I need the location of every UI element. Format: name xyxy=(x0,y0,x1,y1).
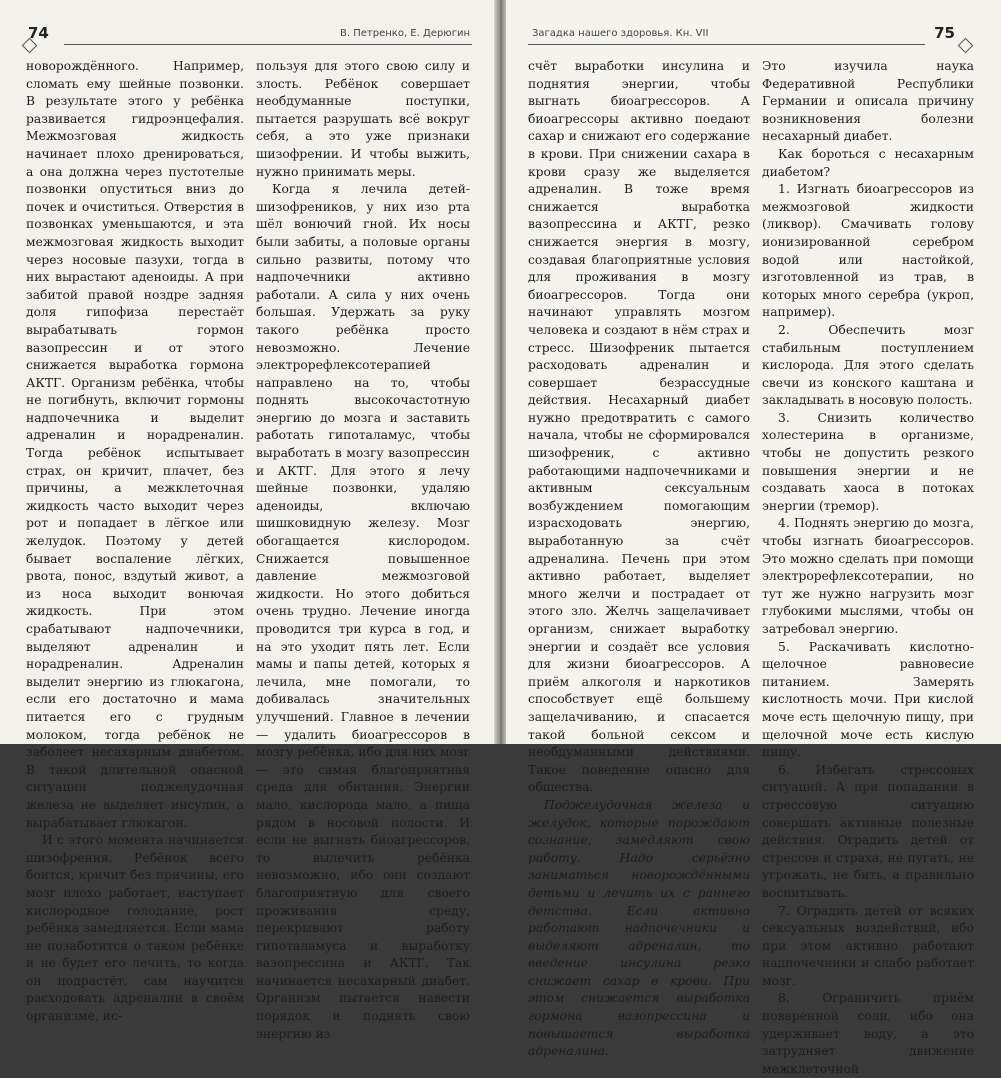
left-page xyxy=(0,0,496,1041)
left-page-column-1 xyxy=(26,58,244,1026)
right-page-header xyxy=(528,24,971,50)
paragraph: Это изучила наука Федеративной Республики Германии и описала причину возникновения болезни несахарный диабет. xyxy=(762,59,974,144)
paragraph: И с этого момента начинается шизофрения. Ребёнок всего боится, кричит без причины, его мозг плохо работает, наступает кислородное голодание, рост ребёнка замедляется. Если мама не позаботится о таком ребёнке и не будет его лечить, то когда он подрастёт, сам научится расходовать адреналин в своём организме, ис- xyxy=(26,833,244,1024)
diamond-ornament-icon xyxy=(958,38,974,54)
list-item: 4. Поднять энергию до мозга, чтобы изгнать биоагрессоров. Это можно сделать при помощи электрорефлексотерапии, но тут же нужно нагрузить мозг глубокими мыслями, чтобы он затребовал энергию. xyxy=(762,516,974,636)
list-item: 8. Ограничить приём поваренной соли, ибо она удерживает воду, а это затрудняет движение межклеточной xyxy=(762,991,974,1076)
right-page-column-2 xyxy=(762,58,974,1078)
list-item: 5. Раскачивать кислотно-щелочное равновесие питанием. Замерять кислотность мочи. При кислой моче есть щелочную пищу, при щелочной моче есть кислую пищу. xyxy=(762,639,974,760)
list-item: 3. Снизить количество холестерина в организме, чтобы не допустить резкого повышения энергии и не создавать хаоса в потоках энергии (тремор). xyxy=(762,410,974,513)
left-page-column-2 xyxy=(256,58,470,1043)
right-page-number: 75 xyxy=(934,24,955,42)
paragraph: новорождённого. Например, сломать ему шейные позвонки. В результате этого у ребёнка развивается гидроэнцефалия. Межмозговая жидкость начинает плохо дренироваться, а она должна через пустотелые позвонки опуститься вниз до почек и очиститься. Отверстия в позвонках уменьшаются, и эта межмозговая жидкость выходит через носовые пазухи, тогда в них вырастают аденоиды. А при забитой правой ноздре задняя доля гипофиза перестаёт вырабатывать гормон вазопрессин и от этого снижается выработка гормона АКТГ. Организм ребёнка, чтобы не погибнуть, включит гормоны надпочечника и выделит адреналин и норадреналин. Тогда ребёнок испытывает страх, он кричит, плачет, без причины, а межклеточная жидкость часто выходит через рот и попадает в лёгкое или желудок. Поэтому у детей бывает воспаление лёгких, рвота, понос, вздутый живот, а из носа выходит вонючая жидкость. При этом срабатывают надпочечники, выделяют адреналин и норадреналин. Адреналин выделит энергию из глюкагона, если его достаточно и мама питается его с грудным молоком, тогда ребёнок не заболеет несахарным диабетом. В такой длительной опасной ситуации поджелудочная железа не выделяет инсулин, а вырабатывает глюкагон. xyxy=(26,59,244,830)
right-page-column-1 xyxy=(528,58,750,1061)
left-page-number: 74 xyxy=(28,24,49,42)
list-item: 6. Избегать стрессовых ситуаций. А при попадании в стрессовую ситуацию совершать активные полезные действия. Оградить детей от стрессов и страха, не пугать, не угрожать, не бить, а правильно воспитывать. xyxy=(762,762,974,900)
left-running-head: В. Петренко, Е. Дерюгин xyxy=(340,28,470,39)
paragraph: Как бороться с несахарным диабетом? xyxy=(762,146,974,179)
paragraph: Поджелудочная железа и желудок, которые порождают сознание, замедляют свою работу. Надо серьёзно заниматься новорождёнными детьми и лечить их с раннего детства. Если активно работают надпочечники и выделяют адреналин, то введение инсулина резко снижает сахар в крови. При этом снижается выработка гормона вазопрессина и повышается выработка адреналина. xyxy=(528,797,750,1059)
left-page-header xyxy=(24,24,472,50)
list-item: 1. Изгнать биоагрессоров из межмозговой жидкости (ликвор). Смачивать голову ионизированной серебром водой или настойкой, изготовленной из трав, в которых много серебра (укроп, например). xyxy=(762,182,974,320)
header-rule xyxy=(64,44,472,45)
list-item: 2. Обеспечить мозг стабильным поступлением кислорода. Для этого сделать свечи из конского каштана и закладывать в носовую полость. xyxy=(762,322,974,408)
paragraph: счёт выработки инсулина и поднятия энергии, чтобы выгнать биоагрессоров. А биоагрессоры активно поедают сахар и снижают его содержание в крови. При снижении сахара в крови сразу же выделяется адреналин. В тоже время снижается выработка вазопрессина и АКТГ, резко снижается энергия в мозгу, создавая благоприятные условия для проживания в мозгу биоагрессоров. Тогда они начинают управлять мозгом человека и создают в нём страх и стресс. Шизофреник пытается расходовать адреналин и совершает безрассудные действия. Несахарный диабет нужно предотвратить с самого начала, чтобы не сформировался шизофреник, с активно работающими надпочечниками и активным сексуальным возбуждением помогающим израсходовать энергию, выработанную за счёт адреналина. Печень при этом активно работает, выделяет много желчи и пострадает от этого зло. Желчь защелачивает организм, снижает выработку энергии и создаёт все условия для жизни биоагрессоров. А приём алкоголя и наркотиков способствует ещё большему защелачиванию, и спасается такой больной сексом и необдуманными действиями. Такое поведение опасно для общества. xyxy=(528,59,750,795)
list-item: 7. Оградить детей от всяких сексуальных воздействий, ибо при этом активно работают надпочечники и слабо работает мозг. xyxy=(762,903,974,988)
paragraph: Когда я лечила детей-шизофреников, у них изо рта шёл вонючий гной. Их носы были забиты, а половые органы сильно развиты, потому что надпочечники активно работали. А сила у них очень большая. Удержать за руку такого ребёнка просто невозможно. Лечение электрорефлексотерапией направлено на то, чтобы поднять высокочастотную энергию до мозга и заставить работать гипоталамус, чтобы выработать в мозгу вазопрессин и АКТГ. Для этого я лечу шейные позвонки, удаляю аденоиды, включаю шишковидную железу. Мозг обогащается кислородом. Снижается повышенное давление межмозговой жидкости. Но этого добиться очень трудно. Лечение иногда проводится три курса в год, и на это уходит пять лет. Если мамы и папы детей, которых я лечила, мне помогали, то добивалась значительных улучшений. Главное в лечении — удалить биоагрессоров в мозгу ребёнка, ибо для них мозг — это самая благоприятная среда для обитания. Энергии мало, кислорода мало, а пища рядом в носовой полости. И если не выгнать биоагрессоров, то вылечить ребёнка невозможно, ибо они создают благоприятную для своего проживания среду, перекрывают работу гипоталамуса и выработку вазопрессина и АКТГ. Так начинается несахарный диабет. Организм пытается навести порядок и поднять свою энергию из xyxy=(256,182,470,1041)
right-page xyxy=(506,0,1001,1076)
paragraph: пользуя для этого свою силу и злость. Ребёнок совершает необдуманные поступки, пытается разрушать всё вокруг себя, а это уже признаки шизофрении. И чтобы выжить, нужно принимать меры. xyxy=(256,59,470,179)
right-running-head: Загадка нашего здоровья. Кн. VII xyxy=(532,28,709,39)
header-rule xyxy=(528,44,925,45)
